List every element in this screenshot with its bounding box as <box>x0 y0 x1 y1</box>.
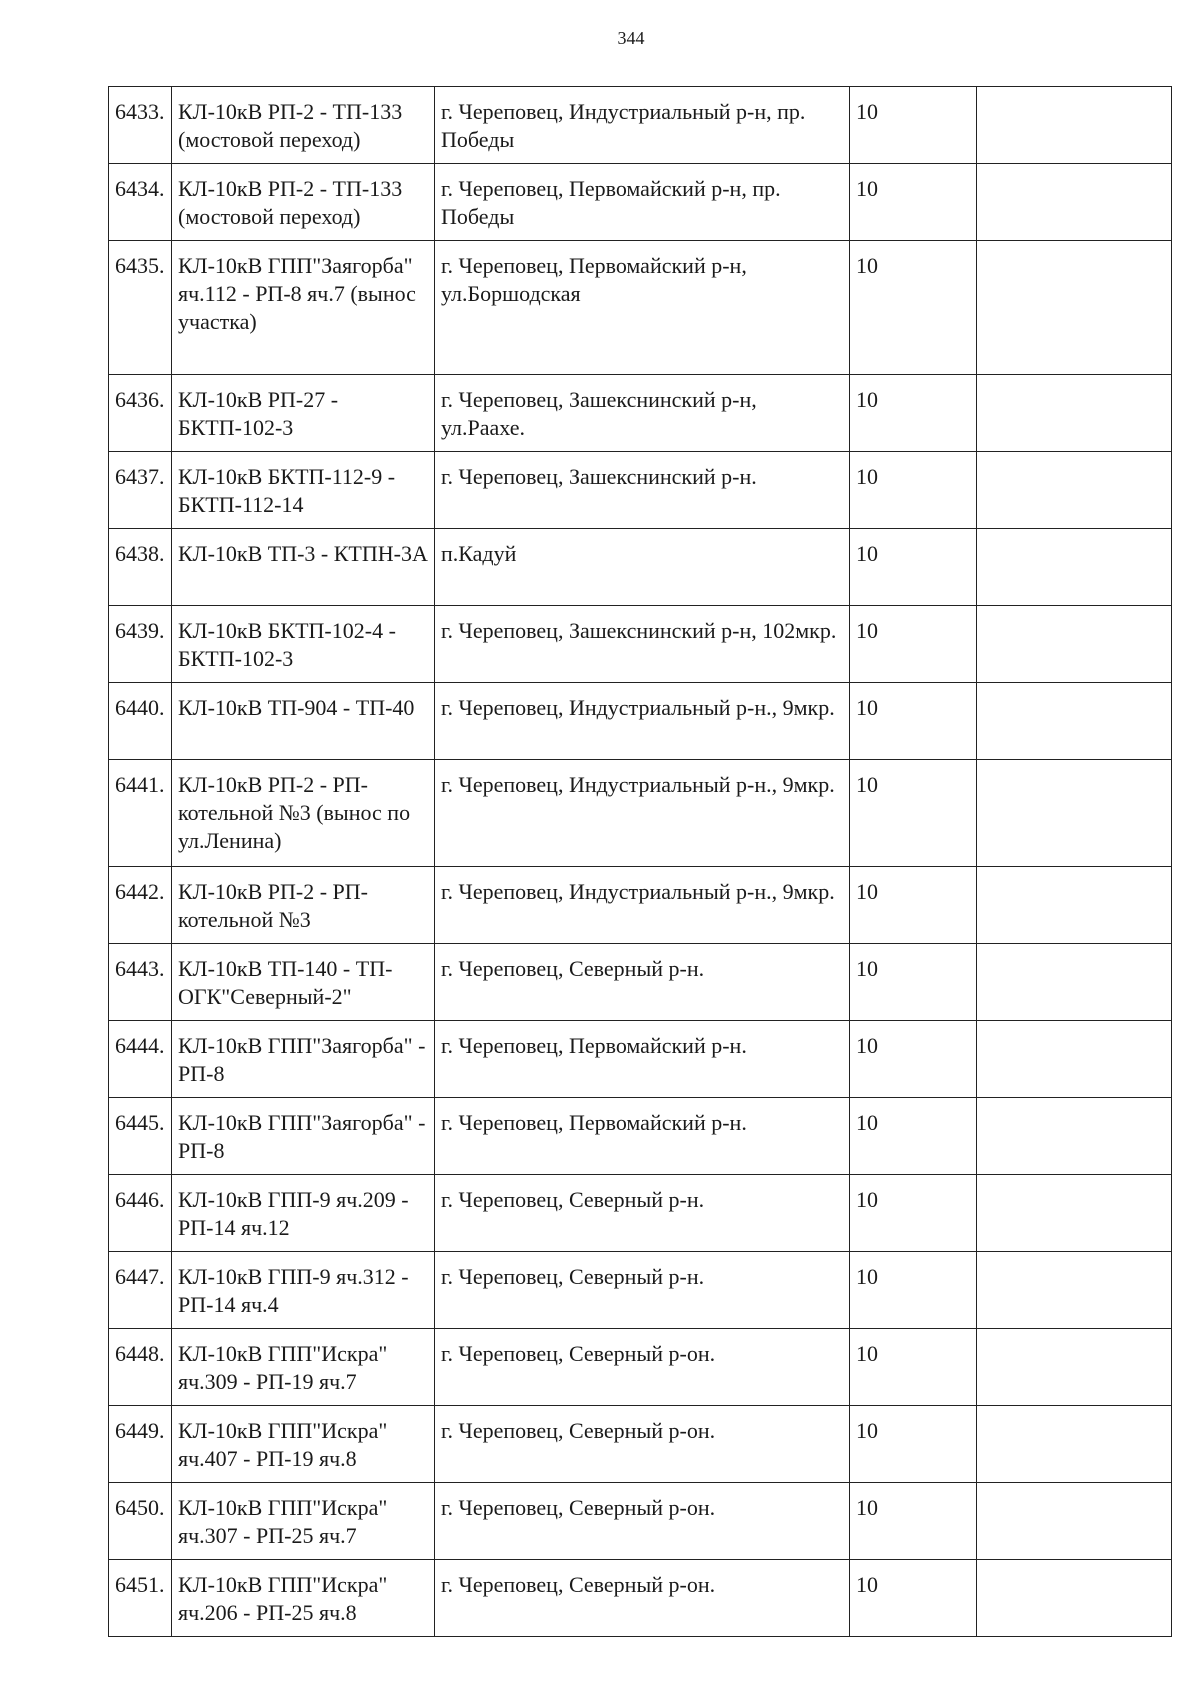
location: г. Череповец, Зашекснинский р-н. <box>435 452 850 529</box>
table-row <box>109 944 1172 1021</box>
location: г. Череповец, Индустриальный р-н, пр. Победы <box>435 87 850 164</box>
location: г. Череповец, Первомайский р-н. <box>435 1021 850 1098</box>
location: п.Кадуй <box>435 529 850 606</box>
location: г. Череповец, Первомайский р-н, пр. Победы <box>435 164 850 241</box>
table-row <box>109 375 1172 452</box>
voltage: 10 <box>850 529 977 606</box>
voltage: 10 <box>850 241 977 375</box>
row-number: 6447. <box>109 1252 172 1329</box>
empty-cell <box>977 867 1172 944</box>
table-row <box>109 1560 1172 1637</box>
empty-cell <box>977 529 1172 606</box>
row-number: 6450. <box>109 1483 172 1560</box>
voltage: 10 <box>850 1483 977 1560</box>
empty-cell <box>977 1329 1172 1406</box>
location: г. Череповец, Северный р-н. <box>435 944 850 1021</box>
line-name: КЛ-10кВ ТП-140 - ТП-ОГК"Северный-2" <box>172 944 435 1021</box>
row-number: 6444. <box>109 1021 172 1098</box>
empty-cell <box>977 944 1172 1021</box>
row-number: 6443. <box>109 944 172 1021</box>
location: г. Череповец, Северный р-н. <box>435 1175 850 1252</box>
line-name: КЛ-10кВ ТП-904 - ТП-40 <box>172 683 435 760</box>
empty-cell <box>977 1406 1172 1483</box>
page-number: 344 <box>617 28 645 48</box>
voltage: 10 <box>850 87 977 164</box>
empty-cell <box>977 1252 1172 1329</box>
empty-cell <box>977 1483 1172 1560</box>
location: г. Череповец, Первомайский р-н, ул.Боршодская <box>435 241 850 375</box>
line-name: КЛ-10кВ РП-27 - БКТП-102-3 <box>172 375 435 452</box>
line-name: КЛ-10кВ ГПП-9 яч.312 - РП-14 яч.4 <box>172 1252 435 1329</box>
empty-cell <box>977 683 1172 760</box>
line-name: КЛ-10кВ ГПП"Искра" яч.206 - РП-25 яч.8 <box>172 1560 435 1637</box>
location: г. Череповец, Северный р-н. <box>435 1252 850 1329</box>
voltage: 10 <box>850 1175 977 1252</box>
empty-cell <box>977 1098 1172 1175</box>
location: г. Череповец, Северный р-он. <box>435 1560 850 1637</box>
table-row <box>109 1483 1172 1560</box>
location: г. Череповец, Индустриальный р-н., 9мкр. <box>435 760 850 867</box>
location: г. Череповец, Индустриальный р-н., 9мкр. <box>435 867 850 944</box>
row-number: 6433. <box>109 87 172 164</box>
row-number: 6451. <box>109 1560 172 1637</box>
line-name: КЛ-10кВ ГПП"Заягорба" - РП-8 <box>172 1021 435 1098</box>
empty-cell <box>977 1021 1172 1098</box>
cable-lines-table <box>108 86 1172 1637</box>
voltage: 10 <box>850 1098 977 1175</box>
table-row <box>109 606 1172 683</box>
line-name: КЛ-10кВ ГПП"Искра" яч.309 - РП-19 яч.7 <box>172 1329 435 1406</box>
empty-cell <box>977 760 1172 867</box>
table-row <box>109 452 1172 529</box>
line-name: КЛ-10кВ РП-2 - ТП-133 (мостовой переход) <box>172 87 435 164</box>
table-row <box>109 1098 1172 1175</box>
row-number: 6439. <box>109 606 172 683</box>
voltage: 10 <box>850 760 977 867</box>
empty-cell <box>977 1560 1172 1637</box>
voltage: 10 <box>850 1560 977 1637</box>
row-number: 6436. <box>109 375 172 452</box>
voltage: 10 <box>850 683 977 760</box>
row-number: 6442. <box>109 867 172 944</box>
row-number: 6440. <box>109 683 172 760</box>
row-number: 6434. <box>109 164 172 241</box>
line-name: КЛ-10кВ ТП-3 - КТПН-3А <box>172 529 435 606</box>
row-number: 6438. <box>109 529 172 606</box>
voltage: 10 <box>850 867 977 944</box>
row-number: 6448. <box>109 1329 172 1406</box>
location: г. Череповец, Северный р-он. <box>435 1483 850 1560</box>
row-number: 6446. <box>109 1175 172 1252</box>
table-row <box>109 1329 1172 1406</box>
voltage: 10 <box>850 452 977 529</box>
location: г. Череповец, Первомайский р-н. <box>435 1098 850 1175</box>
voltage: 10 <box>850 944 977 1021</box>
line-name: КЛ-10кВ БКТП-102-4 - БКТП-102-3 <box>172 606 435 683</box>
location: г. Череповец, Северный р-он. <box>435 1406 850 1483</box>
table-row <box>109 1021 1172 1098</box>
location: г. Череповец, Северный р-он. <box>435 1329 850 1406</box>
line-name: КЛ-10кВ ГПП"Искра" яч.407 - РП-19 яч.8 <box>172 1406 435 1483</box>
line-name: КЛ-10кВ РП-2 - РП-котельной №3 <box>172 867 435 944</box>
table-row <box>109 87 1172 164</box>
line-name: КЛ-10кВ ГПП"Заягорба" яч.112 - РП-8 яч.7 (вынос участка) <box>172 241 435 375</box>
voltage: 10 <box>850 1252 977 1329</box>
table-row <box>109 1406 1172 1483</box>
empty-cell <box>977 606 1172 683</box>
empty-cell <box>977 1175 1172 1252</box>
voltage: 10 <box>850 606 977 683</box>
location: г. Череповец, Зашекснинский р-н, ул.Раахе. <box>435 375 850 452</box>
line-name: КЛ-10кВ ГПП"Заягорба" - РП-8 <box>172 1098 435 1175</box>
voltage: 10 <box>850 1021 977 1098</box>
line-name: КЛ-10кВ БКТП-112-9 - БКТП-112-14 <box>172 452 435 529</box>
voltage: 10 <box>850 1406 977 1483</box>
empty-cell <box>977 375 1172 452</box>
empty-cell <box>977 241 1172 375</box>
table-row <box>109 683 1172 760</box>
empty-cell <box>977 87 1172 164</box>
row-number: 6441. <box>109 760 172 867</box>
table-row <box>109 164 1172 241</box>
voltage: 10 <box>850 375 977 452</box>
table-row <box>109 760 1172 867</box>
table-row <box>109 1252 1172 1329</box>
empty-cell <box>977 164 1172 241</box>
table-row <box>109 1175 1172 1252</box>
table-row <box>109 529 1172 606</box>
table-row <box>109 867 1172 944</box>
row-number: 6445. <box>109 1098 172 1175</box>
location: г. Череповец, Зашекснинский р-н, 102мкр. <box>435 606 850 683</box>
location: г. Череповец, Индустриальный р-н., 9мкр. <box>435 683 850 760</box>
row-number: 6435. <box>109 241 172 375</box>
row-number: 6449. <box>109 1406 172 1483</box>
line-name: КЛ-10кВ ГПП-9 яч.209 - РП-14 яч.12 <box>172 1175 435 1252</box>
line-name: КЛ-10кВ РП-2 - ТП-133 (мостовой переход) <box>172 164 435 241</box>
empty-cell <box>977 452 1172 529</box>
voltage: 10 <box>850 1329 977 1406</box>
row-number: 6437. <box>109 452 172 529</box>
table-row <box>109 241 1172 375</box>
voltage: 10 <box>850 164 977 241</box>
line-name: КЛ-10кВ ГПП"Искра" яч.307 - РП-25 яч.7 <box>172 1483 435 1560</box>
line-name: КЛ-10кВ РП-2 - РП-котельной №3 (вынос по ул.Ленина) <box>172 760 435 867</box>
